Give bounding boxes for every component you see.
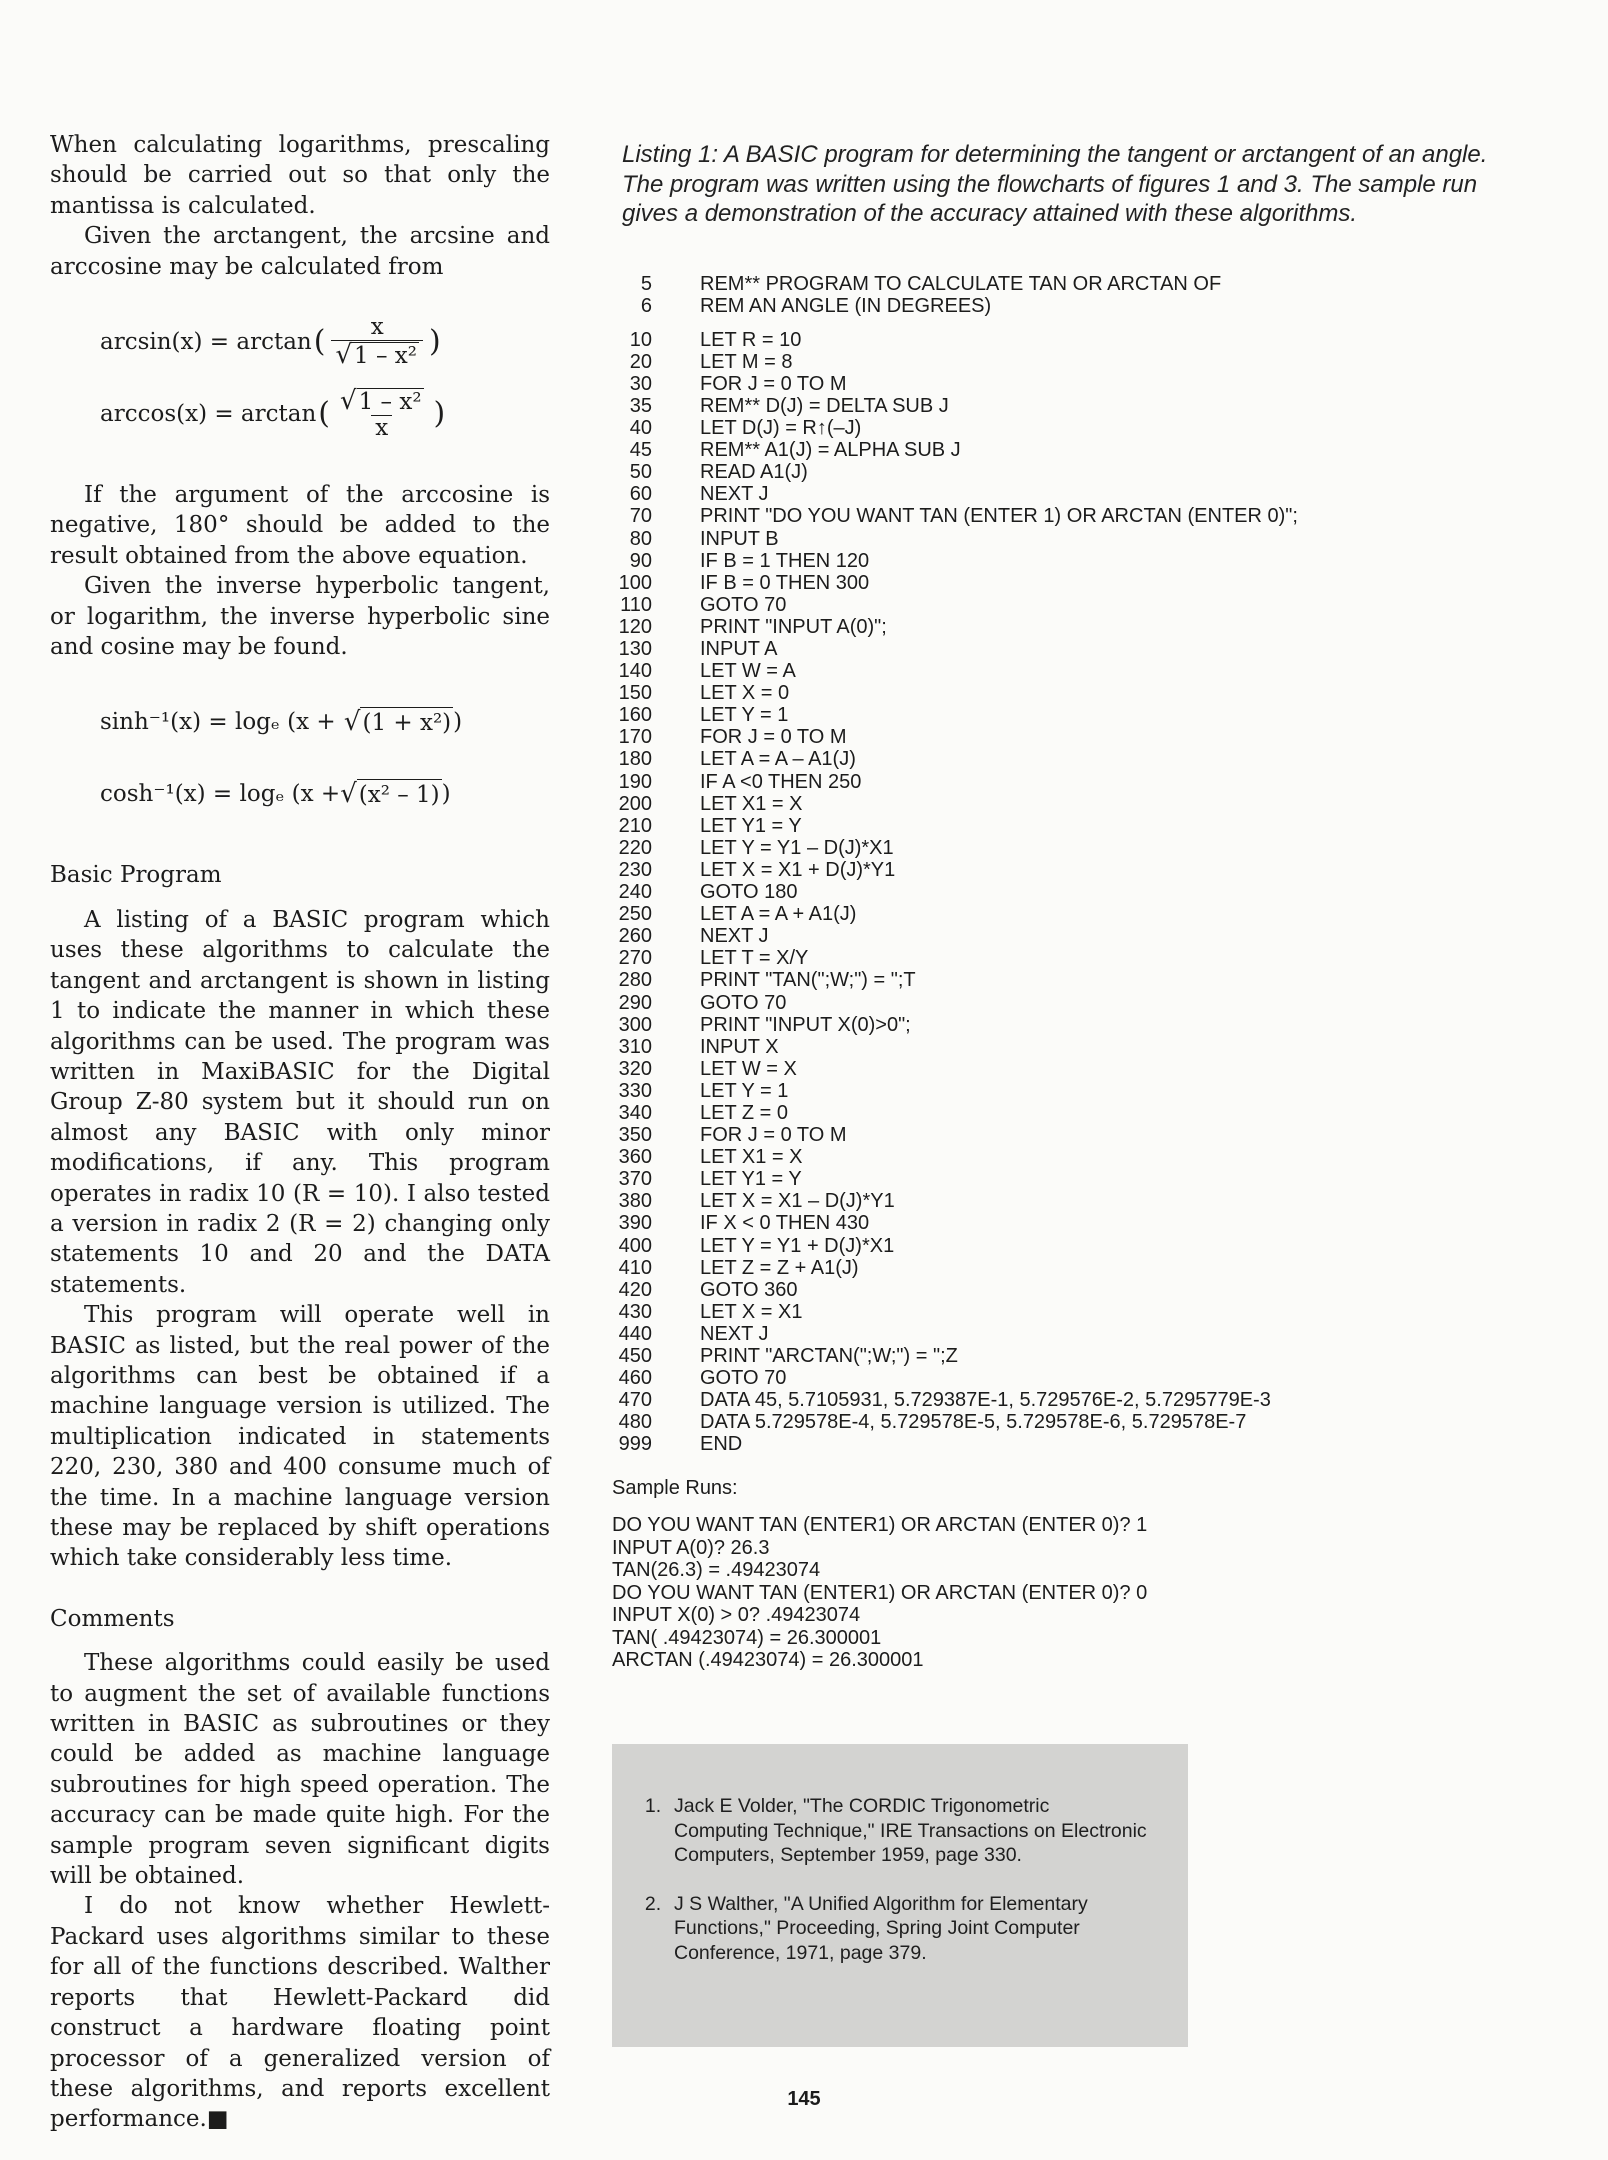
fraction: $\frac{x}{\text{√1 – x²}}$: [331, 315, 423, 370]
paragraph: Given the inverse hyperbolic tangent, or logarithm, the inverse hyperbolic sine and cosine may be found.: [50, 573, 550, 661]
line-code: REM** A1(J) = ALPHA SUB J: [700, 439, 961, 462]
listing-line: [612, 771, 1512, 793]
line-number: 380: [618, 1190, 652, 1213]
equation-lhs: arccos(x) = arctan: [100, 400, 317, 427]
line-code: INPUT X: [700, 1035, 779, 1058]
listing-line: [612, 925, 1512, 947]
listing-line: [612, 528, 1512, 550]
line-code: END: [700, 1433, 743, 1456]
listing-line: [612, 1345, 1512, 1367]
line-number: 290: [618, 991, 652, 1014]
sample-run-line: DO YOU WANT TAN (ENTER1) OR ARCTAN (ENTER 0)? 1: [612, 1514, 1148, 1537]
line-number: 70: [629, 505, 652, 528]
listing-line: [612, 417, 1512, 439]
sample-run-line: INPUT A(0)? 26.3: [612, 1536, 770, 1559]
line-code: REM** D(J) = DELTA SUB J: [700, 394, 949, 417]
equation-arccos: arccos(x) = arctan ( $\frac{\text{√1 – x²}}{x}$ ): [50, 378, 550, 450]
line-number: 230: [618, 858, 652, 881]
equation-block-inverse-trig: [50, 306, 550, 450]
equation-sinh-inverse: sinh⁻¹(x) = logₑ (x + √ (1 + x²) ): [50, 686, 550, 758]
listing-line: [612, 1433, 1512, 1455]
line-code: LET T = X/Y: [700, 947, 809, 970]
listing-line: [612, 1102, 1512, 1124]
line-number: 45: [629, 439, 652, 462]
line-code: INPUT A: [700, 638, 778, 660]
line-code: LET W = X: [700, 1057, 797, 1080]
reference-number: 1.: [644, 1795, 662, 1817]
line-code: FOR J = 0 TO M: [700, 726, 847, 749]
listing-line: [612, 881, 1512, 903]
sample-run-line: TAN(26.3) = .49423074: [612, 1559, 821, 1582]
listing-line: [612, 859, 1512, 881]
paragraph: If the argument of the arccosine is negative, 180° should be added to the result obtained from the above equation.: [50, 482, 550, 569]
listing-line: [612, 1014, 1512, 1036]
listing-line: [612, 439, 1512, 461]
listing-line: [612, 1124, 1512, 1146]
line-number: 430: [618, 1300, 652, 1323]
line-code: PRINT "ARCTAN(";W;") = ";Z: [700, 1345, 958, 1367]
section-heading-comments: Comments: [50, 1605, 175, 1632]
fraction-numerator: x: [370, 313, 384, 340]
line-number: 400: [618, 1234, 652, 1257]
line-code: LET X = 0: [700, 682, 790, 705]
listing-line: [612, 295, 1512, 317]
paragraph: A listing of a BASIC program which uses these algorithms to calculate the tangent and arctangent is shown in listing 1 to indicate the manner in which these algorithms can be used. The program was written in MaxiBASIC for the Digital Group Z-80 system but it should run on almost any BASIC with only minor modifications, if any. This program operates in radix 10 (R = 10). I also tested a version in radix 2 (R = 2) changing only statements 10 and 20 and the DATA statements.: [50, 906, 550, 1298]
paragraph: I do not know whether Hewlett-Packard uses algorithms similar to these for all of the functions described. Walther reports that Hewlett-Packard did construct a hardware floating point processor of a generalized version of these algorithms, and reports excellent performance.■: [50, 1893, 550, 2133]
line-code: LET Y = Y1 + D(J)*X1: [700, 1234, 895, 1257]
listing-line: [612, 969, 1512, 991]
listing-line: [612, 1235, 1512, 1257]
line-number: 340: [618, 1101, 652, 1124]
sample-run-line: TAN( .49423074) = 26.300001: [612, 1626, 882, 1649]
line-code: PRINT "INPUT A(0)";: [700, 615, 887, 638]
paragraph: This program will operate well in BASIC as listed, but the real power of the algorithms can best be obtained if a machine language version is utilized. The multiplication indicated in statements 220, 230, 380 and 400 consume much of the time. In a machine language version these may be replaced by shift operations which take considerably less time.: [50, 1302, 550, 1572]
line-number: 280: [618, 969, 652, 992]
line-number: 390: [618, 1212, 652, 1235]
sample-run-line: INPUT X(0) > 0? .49423074: [612, 1604, 861, 1627]
line-code: LET A = A + A1(J): [700, 903, 857, 926]
line-number: 140: [618, 660, 652, 683]
line-code: GOTO 360: [700, 1278, 798, 1301]
page-number: 145: [787, 2088, 821, 2110]
line-number: 60: [629, 483, 652, 506]
line-code: READ A1(J): [700, 461, 808, 484]
listing-line: [612, 1301, 1512, 1323]
line-number: 6: [640, 294, 652, 317]
line-code: LET X = X1 – D(J)*Y1: [700, 1190, 895, 1213]
line-number: 470: [618, 1389, 652, 1412]
listing-line: [612, 461, 1512, 483]
line-number: 50: [629, 461, 652, 484]
line-code: GOTO 180: [700, 881, 798, 904]
listing-caption: Listing 1: A BASIC program for determining the tangent or arctangent of an angle. The program was written using the flowcharts of figures 1 and 3. The sample run gives a demonstration of the accuracy attained with these algorithms.: [622, 141, 1488, 227]
line-number: 160: [618, 704, 652, 727]
line-number: 180: [618, 748, 652, 771]
listing-body-lines: [612, 329, 1512, 1456]
reference-text: Jack E Volder, "The CORDIC Trigonometric Computing Technique," IRE Transactions on Electronic Computers, September 1959, page 330.: [674, 1795, 1147, 1866]
equation-cosh-inverse: cosh⁻¹(x) = logₑ (x + √ (x² – 1) ): [50, 758, 550, 830]
line-code: FOR J = 0 TO M: [700, 1124, 847, 1147]
line-number: 999: [618, 1433, 652, 1456]
sample-runs-output: [612, 1514, 1512, 1671]
line-number: 420: [618, 1278, 652, 1301]
line-code: NEXT J: [700, 925, 769, 948]
equation-tail: ): [441, 781, 451, 808]
listing-line: [612, 351, 1512, 373]
section-heading-basic-program: Basic Program: [50, 862, 222, 889]
basic-listing: [612, 273, 1512, 1456]
reference-text: J S Walther, "A Unified Algorithm for Elementary Functions," Proceeding, Spring Joint Computer Conference, 1971, page 379.: [674, 1892, 1088, 1964]
line-code: NEXT J: [700, 483, 769, 506]
line-code: LET Z = Z + A1(J): [700, 1256, 859, 1279]
line-number: 370: [618, 1168, 652, 1191]
line-code: REM AN ANGLE (IN DEGREES): [700, 294, 992, 317]
listing-line: [612, 1190, 1512, 1212]
line-number: 5: [640, 272, 652, 295]
line-number: 480: [618, 1411, 652, 1434]
line-number: 130: [618, 638, 652, 660]
line-code: IF X < 0 THEN 430: [700, 1212, 870, 1235]
listing-line: [612, 815, 1512, 837]
line-code: GOTO 70: [700, 1367, 787, 1390]
line-code: IF B = 1 THEN 120: [700, 549, 870, 572]
reference-number: 2.: [644, 1892, 662, 1915]
line-number: 350: [618, 1124, 652, 1147]
line-code: DATA 45, 5.7105931, 5.729387E-1, 5.729576E-2, 5.7295779E-3: [700, 1389, 1271, 1412]
line-number: 330: [618, 1079, 652, 1102]
listing-line: [612, 505, 1512, 527]
paragraph: These algorithms could easily be used to augment the set of available functions written in BASIC as subroutines or they could be added as machine language subroutines for high speed operation. The accuracy can be made quite high. For the sample program seven significant digits will be obtained.: [50, 1650, 550, 1890]
listing-line: [612, 1146, 1512, 1168]
line-code: LET Y1 = Y: [700, 1168, 802, 1191]
references-box: [612, 1744, 1188, 2047]
listing-line: [612, 903, 1512, 925]
listing-line: [612, 1257, 1512, 1279]
paragraph: Given the arctangent, the arcsine and arccosine may be calculated from: [50, 223, 550, 280]
line-number: 30: [629, 372, 652, 395]
line-code: INPUT B: [700, 527, 779, 550]
reference-item: [632, 1794, 1148, 1868]
equation-block-hyperbolic: [50, 686, 550, 830]
line-code: LET D(J) = R↑(–J): [700, 417, 862, 440]
listing-line: [612, 660, 1512, 682]
line-code: PRINT "DO YOU WANT TAN (ENTER 1) OR ARCTAN (ENTER 0)";: [700, 505, 1298, 528]
line-number: 360: [618, 1146, 652, 1169]
fraction-numerator: 1 – x²: [358, 388, 422, 415]
fraction-denominator: 1 – x²: [354, 342, 417, 369]
line-code: LET R = 10: [700, 328, 802, 351]
line-number: 300: [618, 1013, 652, 1036]
equation-lhs: sinh⁻¹(x) = logₑ (x +: [100, 709, 336, 736]
line-number: 440: [618, 1322, 652, 1345]
listing-line: [612, 572, 1512, 594]
line-code: LET Y = Y1 – D(J)*X1: [700, 836, 894, 859]
line-code: LET Y = 1: [700, 1079, 789, 1102]
listing-header-lines: [612, 273, 1512, 317]
listing-line: [612, 1036, 1512, 1058]
line-code: LET Y = 1: [700, 704, 789, 727]
fraction-denominator: x: [371, 415, 392, 441]
listing-line: [612, 1058, 1512, 1080]
line-code: PRINT "TAN(";W;") = ";T: [700, 969, 916, 992]
listing-line: [612, 1279, 1512, 1301]
left-column: [50, 130, 550, 2135]
fraction: $\frac{\text{√1 – x²}}{x}$: [340, 385, 422, 442]
listing-line: [612, 1080, 1512, 1102]
line-code: LET W = A: [700, 660, 796, 683]
line-number: 240: [618, 881, 652, 904]
line-code: IF A <0 THEN 250: [700, 770, 862, 793]
line-number: 320: [618, 1057, 652, 1080]
line-code: IF B = 0 THEN 300: [700, 571, 870, 594]
listing-line: [612, 483, 1512, 505]
line-code: NEXT J: [700, 1322, 769, 1345]
line-number: 210: [618, 814, 652, 837]
equation-arcsin: arcsin(x) = arctan ( $\frac{x}{\text{√1 – x²}}$ ): [50, 306, 550, 378]
equation-lhs: arcsin(x) = arctan: [100, 328, 312, 355]
radicand: (x² – 1): [357, 779, 442, 810]
right-column: [612, 140, 1512, 1671]
line-number: 410: [618, 1256, 652, 1279]
listing-line: [612, 837, 1512, 859]
listing-line: [612, 395, 1512, 417]
listing-line: [612, 1411, 1512, 1433]
listing-line: [612, 1389, 1512, 1411]
listing-line: [612, 329, 1512, 351]
radicand: (1 + x²): [360, 707, 453, 738]
line-number: 170: [618, 726, 652, 749]
line-code: PRINT "INPUT X(0)>0";: [700, 1013, 911, 1036]
line-number: 260: [618, 925, 652, 948]
listing-line: [612, 373, 1512, 395]
line-code: LET M = 8: [700, 350, 793, 373]
line-code: LET A = A – A1(J): [700, 748, 856, 771]
listing-line: [612, 594, 1512, 616]
listing-line: [612, 704, 1512, 726]
listing-line: [612, 726, 1512, 748]
reference-item: [632, 1892, 1148, 1966]
sample-run-line: ARCTAN (.49423074) = 26.300001: [612, 1648, 924, 1671]
line-code: GOTO 70: [700, 593, 787, 616]
listing-line: [612, 682, 1512, 704]
line-code: DATA 5.729578E-4, 5.729578E-5, 5.729578E-6, 5.729578E-7: [700, 1411, 1247, 1434]
listing-line: [612, 947, 1512, 969]
line-code: LET X1 = X: [700, 792, 803, 815]
line-code: LET Z = 0: [700, 1101, 789, 1124]
line-number: 110: [620, 593, 652, 616]
sample-runs-label: Sample Runs:: [612, 1477, 738, 1500]
listing-line: [612, 638, 1512, 660]
line-number: 90: [629, 549, 652, 572]
listing-line: [612, 1212, 1512, 1234]
line-number: 250: [618, 903, 652, 926]
listing-line: [612, 1168, 1512, 1190]
line-code: LET Y1 = Y: [700, 814, 802, 837]
line-number: 270: [618, 947, 652, 970]
line-number: 310: [618, 1035, 652, 1058]
listing-line: [612, 748, 1512, 770]
line-code: LET X1 = X: [700, 1146, 803, 1169]
line-code: LET X = X1: [700, 1300, 803, 1323]
line-number: 120: [618, 615, 652, 638]
line-number: 35: [629, 394, 652, 417]
line-number: 150: [618, 682, 652, 705]
line-number: 100: [618, 571, 652, 594]
line-number: 80: [629, 527, 652, 550]
listing-line: [612, 616, 1512, 638]
paragraph: When calculating logarithms, prescaling should be carried out so that only the mantissa is calculated.: [50, 132, 550, 219]
line-code: REM** PROGRAM TO CALCULATE TAN OR ARCTAN OF: [700, 272, 1222, 295]
line-code: LET X = X1 + D(J)*Y1: [700, 858, 896, 881]
line-number: 10: [629, 328, 652, 351]
line-number: 40: [629, 417, 652, 440]
listing-line: [612, 550, 1512, 572]
line-number: 200: [618, 792, 652, 815]
line-number: 220: [618, 836, 652, 859]
line-number: 20: [629, 350, 652, 373]
line-code: GOTO 70: [700, 991, 787, 1014]
line-number: 460: [618, 1367, 652, 1390]
listing-line: [612, 992, 1512, 1014]
line-number: 190: [618, 770, 652, 793]
sample-run-line: DO YOU WANT TAN (ENTER1) OR ARCTAN (ENTER 0)? 0: [612, 1581, 1148, 1604]
equation-lhs: cosh⁻¹(x) = logₑ (x +: [100, 781, 341, 808]
listing-line: [612, 1367, 1512, 1389]
listing-line: [612, 1323, 1512, 1345]
listing-line: [612, 793, 1512, 815]
line-number: 450: [618, 1345, 652, 1367]
listing-line: [612, 273, 1512, 295]
line-code: FOR J = 0 TO M: [700, 372, 847, 395]
